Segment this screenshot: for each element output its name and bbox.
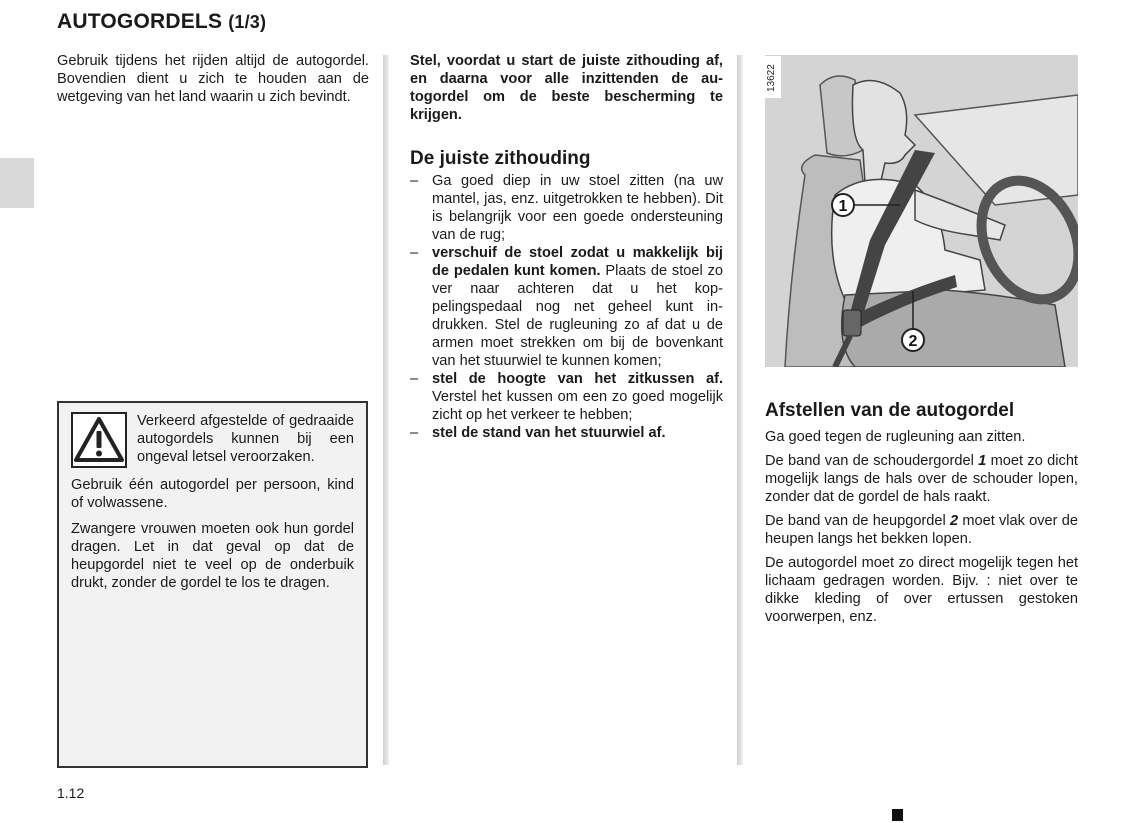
illustration-code-label: 13622 [766, 64, 777, 92]
adjust-paragraph-1: Ga goed tegen de rugleuning aan zitten. [765, 429, 1026, 445]
adjust-paragraph-3 [765, 512, 1078, 548]
column-3 [765, 400, 1078, 632]
text-run: moet zo dicht mogelijk langs de hals over de schouder lopen, zonder dat de gordel de hals raakt. [765, 453, 1078, 505]
page-title-part: (1/3) [228, 12, 267, 32]
section-title-adjust: Afstellen van de autogordel [765, 400, 1015, 421]
seatbelt-illustration [765, 55, 1078, 367]
text-run: De band van de schoudergordel [765, 453, 979, 469]
intro-paragraph: Gebruik tijdens het rijden altijd de autogordel. Bovendien dient u zich te houden aan de wetgeving van het land waarin u zich bevindt. [57, 53, 369, 105]
warning-box [57, 401, 368, 768]
step-text: Verstel het kussen om een zo goed mogelijk zicht op het verkeer te hebben; [432, 389, 723, 423]
end-of-section-mark [892, 809, 903, 821]
list-item [410, 370, 723, 424]
warning-text-2: Gebruik één autogordel per persoon, kind of volwassene. [71, 477, 354, 511]
column-1 [57, 52, 369, 112]
adjust-paragraph-4: De autogordel moet zo direct mogelijk tegen het lichaam gedragen worden. Bijv. : niet over te dikke kleding of over ertussen gestoken voorwerpen, enz. [765, 555, 1078, 625]
page-title-main: AUTOGORDELS [57, 10, 223, 33]
callout-1: 1 [838, 198, 848, 215]
seatbelt-drawing [765, 55, 1078, 367]
page-title [57, 10, 266, 34]
seating-steps [410, 172, 723, 442]
column-divider-left [383, 55, 389, 765]
list-item [410, 244, 723, 370]
warning-triangle-icon [71, 412, 127, 468]
ref-number: 1 [978, 453, 987, 469]
adjust-paragraph-2 [765, 452, 1078, 506]
warning-header [71, 412, 354, 468]
step-bold: stel de stand van het stuurwiel af. [432, 425, 666, 441]
column-divider-right [737, 55, 743, 765]
list-item [410, 424, 723, 442]
column-2 [410, 52, 723, 442]
text-run: moet vlak over de heupen langs het bekken lopen. [765, 513, 1078, 547]
step-text: Plaats de stoel zo ver naar achteren dat u het koppelingspedaal nog net geheel kunt indrukken. Stel de rugleuning zo af dat u de armen moet strekken om bij de bovenkant van het stuurwiel te kunnen komen; [432, 263, 723, 369]
step-bold: stel de hoogte van het zitkussen af. [432, 371, 723, 387]
text-run: De band van de heupgordel [765, 513, 950, 529]
section-title-seating: De juiste zithouding [410, 148, 591, 169]
step-text: Ga goed diep in uw stoel zitten (na uw mantel, jas, enz. uitgetrokken te hebben). Dit is belangrijk voor een goede ondersteuning van de rug; [432, 173, 723, 243]
callout-2: 2 [908, 333, 918, 350]
ref-number: 2 [949, 513, 959, 529]
lead-paragraph: Stel, voordat u start de juiste zithouding af, en daarna voor alle inzittenden de autogordel om de beste bescherming te krijgen. [410, 53, 723, 123]
warning-text-3: Zwangere vrouwen moeten ook hun gordel dragen. Let in dat geval op dat de heupgordel niet te veel op de onderbuik drukt, zonder de gordel te los te dragen. [71, 521, 354, 591]
page-number: 1.12 [57, 785, 85, 801]
step-bold: verschuif de stoel zodat u makkelijk bij de pedalen kunt komen. [432, 245, 723, 279]
warning-text-1: Verkeerd afgestelde of gedraaide autogordels kunnen bij een ongeval letsel veroorzaken. [137, 413, 354, 465]
list-item [410, 172, 723, 244]
illustration-code [765, 56, 781, 98]
chapter-tab [0, 158, 34, 208]
